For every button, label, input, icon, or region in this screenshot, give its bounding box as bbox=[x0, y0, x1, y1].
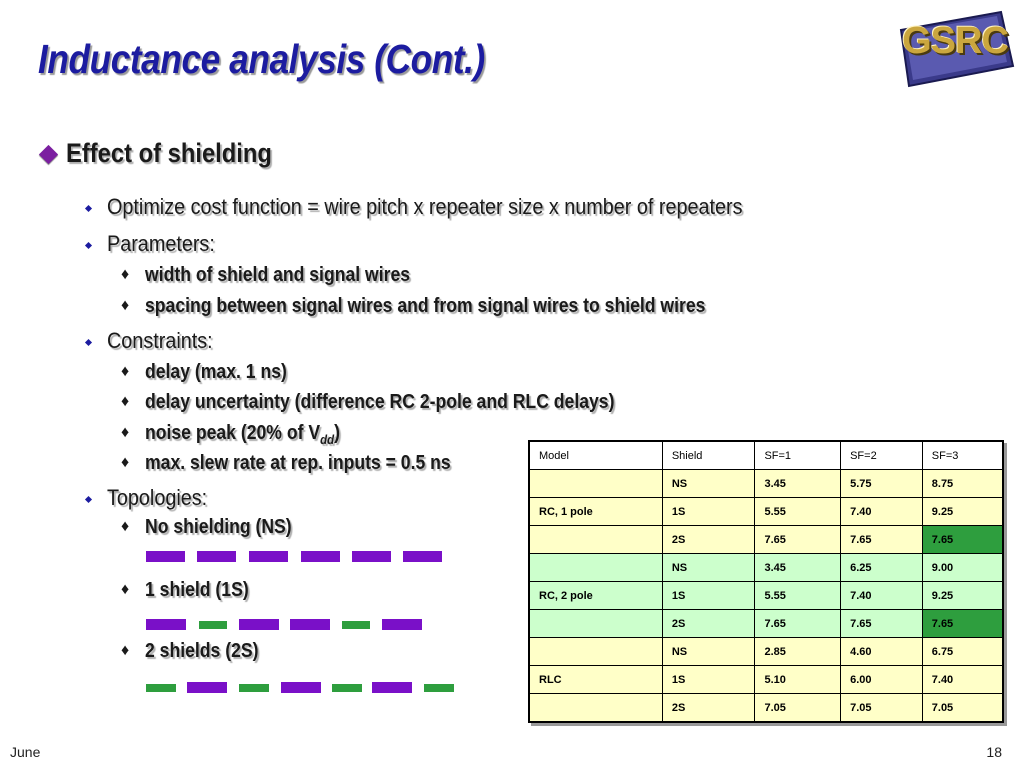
slide-title: Inductance analysis (Cont.) bbox=[38, 36, 485, 82]
table-cell: 7.65 bbox=[841, 526, 923, 554]
constraint-item-noise bbox=[145, 422, 340, 447]
signal-wire bbox=[249, 551, 288, 562]
section-heading: Effect of shielding bbox=[66, 138, 272, 168]
small-diamond-icon: ♦ bbox=[121, 297, 130, 314]
table-cell: 9.25 bbox=[922, 582, 1003, 610]
table-cell bbox=[529, 526, 662, 554]
table-cell bbox=[529, 638, 662, 666]
table-cell: NS bbox=[662, 470, 755, 498]
table-cell: 1S bbox=[662, 498, 755, 526]
noise-text: noise peak (20% of V bbox=[145, 422, 321, 444]
shield-wire bbox=[424, 684, 454, 692]
shield-wire bbox=[239, 684, 269, 692]
table-row bbox=[529, 498, 1003, 526]
signal-wire bbox=[382, 619, 422, 630]
gsrc-logo bbox=[893, 8, 1017, 88]
table-cell: 4.60 bbox=[841, 638, 923, 666]
small-diamond-icon: ♦ bbox=[121, 393, 130, 410]
signal-wire bbox=[352, 551, 391, 562]
constraint-item: max. slew rate at rep. inputs = 0.5 ns bbox=[145, 452, 451, 474]
table-cell: 7.65 bbox=[755, 610, 841, 638]
table-cell bbox=[529, 610, 662, 638]
table-cell bbox=[529, 694, 662, 723]
table-cell: 7.05 bbox=[841, 694, 923, 723]
footer-date: June bbox=[10, 744, 41, 760]
table-cell: NS bbox=[662, 554, 755, 582]
small-diamond-icon: ♦ bbox=[121, 424, 130, 441]
table-cell: RC, 1 pole bbox=[529, 498, 662, 526]
vdd-subscript: dd bbox=[320, 432, 335, 447]
bullet-dot-icon bbox=[85, 205, 92, 212]
table-cell: 7.05 bbox=[755, 694, 841, 723]
table-row bbox=[529, 582, 1003, 610]
table-row bbox=[529, 666, 1003, 694]
table-cell: RC, 2 pole bbox=[529, 582, 662, 610]
small-diamond-icon: ♦ bbox=[121, 518, 130, 535]
signal-wire bbox=[301, 551, 340, 562]
bullet-topologies: Topologies: bbox=[107, 485, 208, 510]
table-cell: 6.00 bbox=[841, 666, 923, 694]
topology-item: 1 shield (1S) bbox=[145, 579, 249, 601]
table-cell: 6.75 bbox=[922, 638, 1003, 666]
table-cell: 8.75 bbox=[922, 470, 1003, 498]
table-cell bbox=[529, 470, 662, 498]
signal-wire bbox=[403, 551, 442, 562]
table-cell: 5.55 bbox=[755, 498, 841, 526]
shield-wire bbox=[332, 684, 362, 692]
table-cell bbox=[529, 554, 662, 582]
signal-wire bbox=[187, 682, 227, 693]
page-number: 18 bbox=[986, 744, 1002, 760]
bullet-dot-icon bbox=[85, 339, 92, 346]
table-row bbox=[529, 554, 1003, 582]
table-cell: 2.85 bbox=[755, 638, 841, 666]
header-cell: Shield bbox=[662, 441, 755, 470]
noise-close: ) bbox=[334, 422, 340, 444]
table-cell-highlighted: 7.65 bbox=[922, 610, 1003, 638]
constraint-item: delay (max. 1 ns) bbox=[145, 361, 287, 383]
signal-wire bbox=[290, 619, 330, 630]
table-cell: RLC bbox=[529, 666, 662, 694]
table-cell: 6.25 bbox=[841, 554, 923, 582]
signal-wire bbox=[197, 551, 236, 562]
table-cell-highlighted: 7.65 bbox=[922, 526, 1003, 554]
signal-wire bbox=[146, 619, 186, 630]
signal-wire bbox=[281, 682, 321, 693]
table-header-row bbox=[529, 441, 1003, 470]
table-cell: 1S bbox=[662, 666, 755, 694]
param-item: width of shield and signal wires bbox=[145, 264, 411, 286]
bullet-constraints: Constraints: bbox=[107, 328, 213, 353]
table-cell: 2S bbox=[662, 610, 755, 638]
table-cell: 7.65 bbox=[841, 610, 923, 638]
table-row bbox=[529, 694, 1003, 723]
diamond-bullet-icon bbox=[39, 145, 58, 164]
header-cell: SF=1 bbox=[755, 441, 841, 470]
table-cell: 7.40 bbox=[922, 666, 1003, 694]
table-cell: 7.05 bbox=[922, 694, 1003, 723]
results-table bbox=[528, 440, 1004, 723]
small-diamond-icon: ♦ bbox=[121, 363, 130, 380]
small-diamond-icon: ♦ bbox=[121, 581, 130, 598]
topology-item: No shielding (NS) bbox=[145, 516, 292, 538]
small-diamond-icon: ♦ bbox=[121, 454, 130, 471]
signal-wire bbox=[146, 551, 185, 562]
table-cell: 1S bbox=[662, 582, 755, 610]
small-diamond-icon: ♦ bbox=[121, 266, 130, 283]
topology-item: 2 shields (2S) bbox=[145, 640, 259, 662]
table-row bbox=[529, 638, 1003, 666]
table-cell: 9.25 bbox=[922, 498, 1003, 526]
table-cell: 3.45 bbox=[755, 470, 841, 498]
table-cell: 5.75 bbox=[841, 470, 923, 498]
logo-text: GSRC bbox=[902, 20, 1008, 62]
bullet-optimize: Optimize cost function = wire pitch x repeater size x number of repeaters bbox=[107, 194, 743, 219]
signal-wire bbox=[372, 682, 412, 693]
table-cell: 5.10 bbox=[755, 666, 841, 694]
constraint-item: delay uncertainty (difference RC 2-pole and RLC delays) bbox=[145, 391, 615, 413]
table-cell: NS bbox=[662, 638, 755, 666]
table-cell: 2S bbox=[662, 526, 755, 554]
shield-wire bbox=[199, 621, 227, 629]
table-cell: 7.40 bbox=[841, 582, 923, 610]
shield-wire bbox=[146, 684, 176, 692]
table-cell: 2S bbox=[662, 694, 755, 723]
table-row bbox=[529, 526, 1003, 554]
table-cell: 7.40 bbox=[841, 498, 923, 526]
small-diamond-icon: ♦ bbox=[121, 642, 130, 659]
signal-wire bbox=[239, 619, 279, 630]
param-item: spacing between signal wires and from signal wires to shield wires bbox=[145, 295, 706, 317]
table-row bbox=[529, 470, 1003, 498]
bullet-dot-icon bbox=[85, 242, 92, 249]
header-cell: SF=3 bbox=[922, 441, 1003, 470]
bullet-parameters: Parameters: bbox=[107, 231, 215, 256]
shield-wire bbox=[342, 621, 370, 629]
table-cell: 9.00 bbox=[922, 554, 1003, 582]
table-row bbox=[529, 610, 1003, 638]
bullet-dot-icon bbox=[85, 496, 92, 503]
table-cell: 7.65 bbox=[755, 526, 841, 554]
header-cell: SF=2 bbox=[841, 441, 923, 470]
header-cell: Model bbox=[529, 441, 662, 470]
table-cell: 3.45 bbox=[755, 554, 841, 582]
table-cell: 5.55 bbox=[755, 582, 841, 610]
